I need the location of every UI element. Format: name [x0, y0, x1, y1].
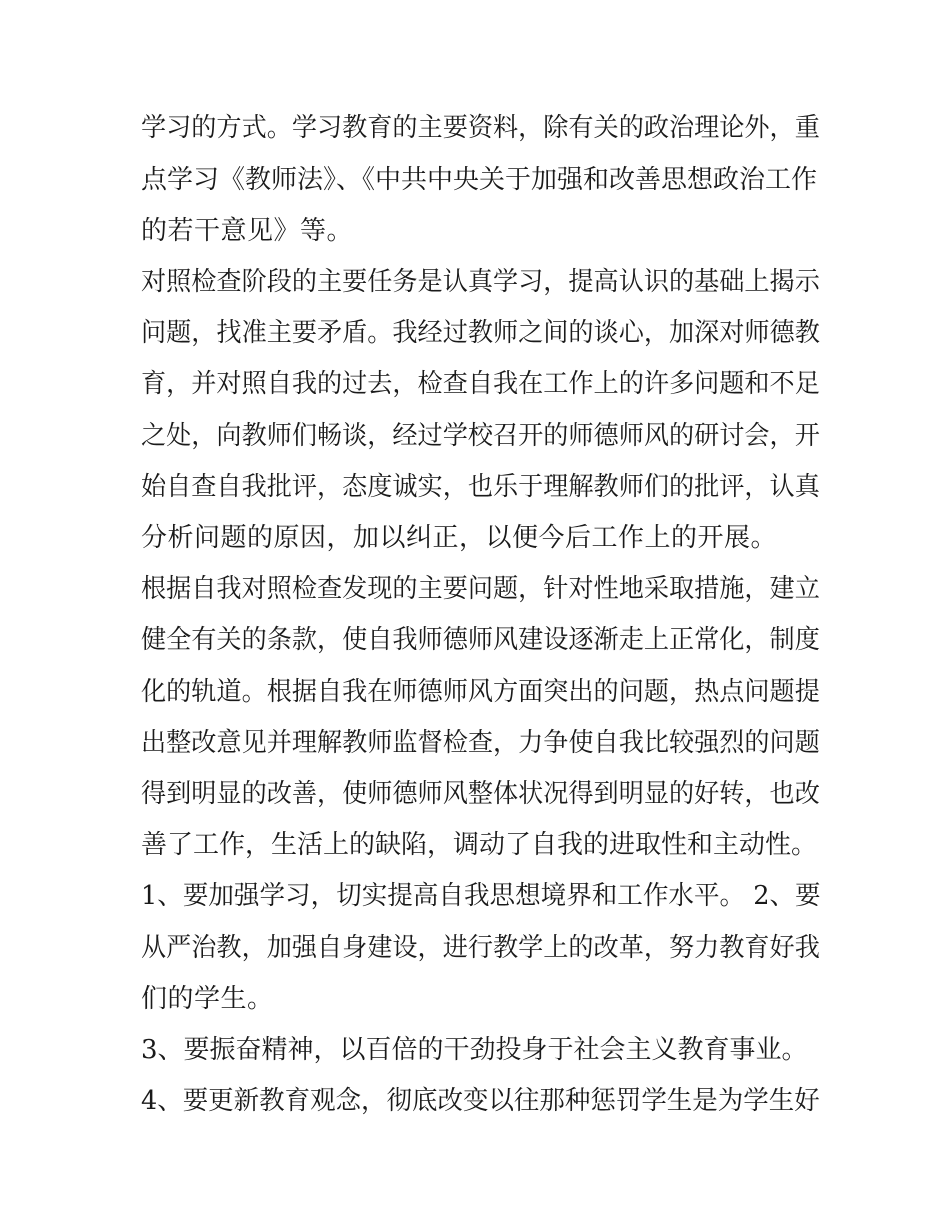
- text-line: 出整改意见并理解教师监督检查，力争使自我比较强烈的问题: [141, 728, 820, 758]
- text-line: 化的轨道。根据自我在师德师风方面突出的问题，热点问题提: [141, 677, 820, 707]
- text-line: 们的学生。: [141, 984, 274, 1014]
- text-line: 善了工作，生活上的缺陷，调动了自我的进取性和主动性。: [141, 830, 818, 860]
- text-line: 对照检查阶段的主要任务是认真学习，提高认识的基础上揭示: [141, 267, 820, 297]
- text-line: 点学习《教师法》、《中共中央关于加强和改善思想政治工作: [141, 165, 818, 195]
- text-line: 从严治教，加强自身建设，进行教学上的改革，努力教育好我: [141, 933, 820, 963]
- text-line: 4、要更新教育观念，彻底改变以往那种惩罚学生是为学生好: [141, 1086, 820, 1116]
- text-line: 得到明显的改善，使师德师风整体状况得到明显的好转，也改: [141, 779, 820, 809]
- text-line: 3、要振奋精神，以百倍的干劲投身于社会主义教育事业。: [141, 1035, 808, 1065]
- text-line: 之处，向教师们畅谈，经过学校召开的师德师风的研讨会，开: [141, 421, 820, 451]
- text-line: 1、要加强学习，切实提高自我思想境界和工作水平。 2、要: [141, 881, 821, 911]
- text-line: 分析问题的原因，加以纠正，以便今后工作上的开展。: [141, 523, 778, 553]
- text-line: 问题，找准主要矛盾。我经过教师之间的谈心，加深对师德教: [141, 318, 820, 348]
- text-line: 根据自我对照检查发现的主要问题，针对性地采取措施，建立: [141, 574, 820, 604]
- text-line: 育，并对照自我的过去，检查自我在工作上的许多问题和不足: [141, 369, 820, 399]
- text-line: 健全有关的条款，使自我师德师风建设逐渐走上正常化，制度: [141, 625, 820, 655]
- text-line: 始自查自我批评，态度诚实，也乐于理解教师们的批评，认真: [141, 472, 820, 502]
- text-line: 学习的方式。学习教育的主要资料，除有关的政治理论外，重: [141, 113, 820, 143]
- text-line: 的若干意见》等。: [141, 216, 354, 246]
